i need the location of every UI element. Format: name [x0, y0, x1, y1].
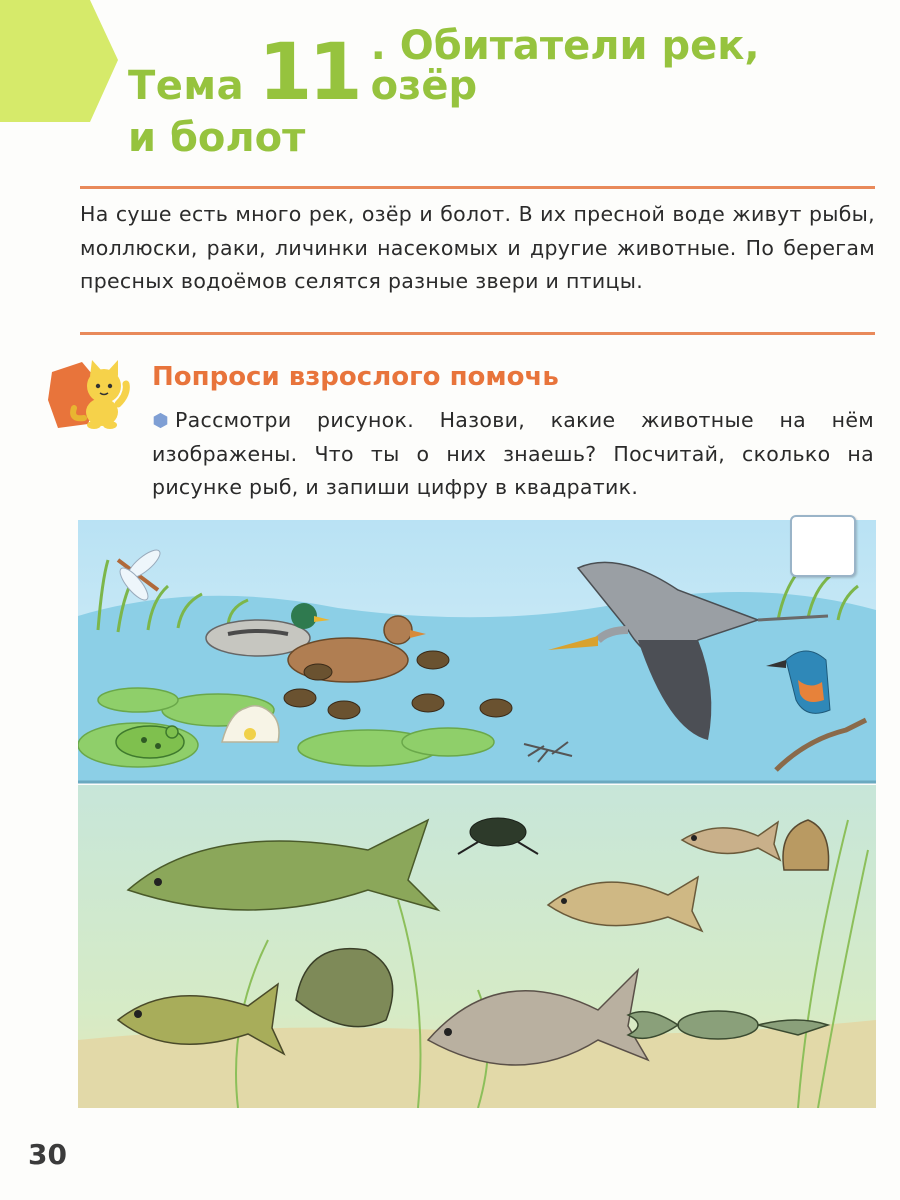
- title-word: Тема: [128, 63, 245, 109]
- intro-paragraph: На суше есть много рек, озёр и болот. В их пресной воде живут рыбы, моллюски, раки, личинки насекомых и другие животные. По берегам пресных водоёмов селятся разные звери и птицы.: [80, 202, 875, 293]
- pond-illustration: [78, 520, 876, 1108]
- help-heading: Попроси взрослого помочь: [152, 362, 559, 392]
- corner-hexagon-decoration: [0, 0, 120, 130]
- title-text-line2: и болот: [128, 115, 306, 161]
- topic-number: 11: [258, 28, 359, 118]
- divider-bottom: [80, 332, 875, 335]
- answer-box[interactable]: [790, 515, 856, 577]
- task-paragraph: [152, 404, 874, 505]
- page-number: 30: [28, 1138, 67, 1171]
- page-title: [128, 23, 868, 161]
- cat-mascot-icon: [48, 356, 138, 436]
- frog: [116, 726, 184, 758]
- hexagon-bullet-icon: [152, 412, 169, 429]
- task-text: Рассмотри рисунок. Назови, какие животные на нём изображены. Что ты о них знаешь? Посчитай, сколько на рисунке рыб, и запиши цифру в квадратик.: [152, 408, 874, 499]
- divider-top: [80, 186, 875, 189]
- title-text: . Обитатели рек, озёр: [370, 23, 760, 109]
